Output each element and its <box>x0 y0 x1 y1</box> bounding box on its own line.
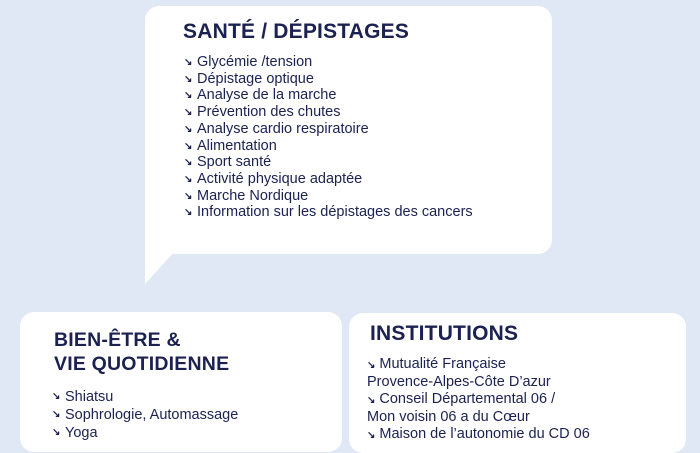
arrow-down-right-icon: ↘ <box>367 429 376 441</box>
sante-list <box>184 54 473 221</box>
list-item: ↘ Shiatsu <box>52 389 114 405</box>
arrow-down-right-icon: ↘ <box>184 73 193 85</box>
list-item: ↘ Prévention des chutes <box>184 104 341 121</box>
arrow-down-right-icon: ↘ <box>184 90 193 102</box>
list-item: ↘ Sophrologie, Automassage <box>52 407 239 423</box>
sante-title: SANTÉ / DÉPISTAGES <box>183 20 410 43</box>
list-item: ↘ Analyse de la marche <box>184 87 337 104</box>
list-item-continuation: Mon voisin 06 a du Cœur <box>367 408 530 425</box>
list-item: ↘ Mutualité Française <box>367 356 506 372</box>
speech-bubble-tail <box>145 238 187 284</box>
bien-etre-title <box>54 328 229 376</box>
arrow-down-right-icon: ↘ <box>184 107 193 119</box>
arrow-down-right-icon: ↘ <box>184 173 193 185</box>
arrow-down-right-icon: ↘ <box>367 394 376 406</box>
list-item: ↘ Yoga <box>52 425 98 441</box>
arrow-down-right-icon: ↘ <box>367 360 376 371</box>
list-item: ↘ Marche Nordique <box>184 187 309 204</box>
institutions-card <box>349 313 686 453</box>
bien-etre-card <box>20 312 342 452</box>
arrow-down-right-icon: ↘ <box>52 409 61 420</box>
arrow-down-right-icon: ↘ <box>184 57 193 68</box>
list-item-continuation: Provence-Alpes-Côte D’azur <box>367 374 551 390</box>
list-item: ↘ Analyse cardio respiratoire <box>184 120 369 137</box>
bien-etre-title-line2: VIE QUOTIDIENNE <box>54 353 230 375</box>
institutions-title: INSTITUTIONS <box>370 322 519 345</box>
list-item: ↘ Alimentation <box>184 137 277 154</box>
list-item: ↘ Maison de l’autonomie du CD 06 <box>367 425 590 442</box>
arrow-down-right-icon: ↘ <box>184 207 193 219</box>
bien-etre-title-line1: BIEN-ÊTRE & <box>54 329 181 351</box>
arrow-down-right-icon: ↘ <box>52 427 61 438</box>
arrow-down-right-icon: ↘ <box>184 190 193 202</box>
list-item: ↘ Dépistage optique <box>184 70 314 87</box>
arrow-down-right-icon: ↘ <box>184 157 193 169</box>
list-item: ↘ Conseil Départemental 06 / <box>367 390 556 407</box>
bien-etre-list <box>52 388 238 442</box>
arrow-down-right-icon: ↘ <box>184 123 193 135</box>
arrow-down-right-icon: ↘ <box>184 140 193 152</box>
institutions-list <box>367 356 590 444</box>
list-item: ↘ Glycémie /tension <box>184 54 313 70</box>
arrow-down-right-icon: ↘ <box>52 391 61 402</box>
list-item: ↘ Activité physique adaptée <box>184 170 363 187</box>
sante-card <box>145 6 552 254</box>
list-item: ↘ Sport santé <box>184 154 272 171</box>
list-item: ↘ Information sur les dépistages des cancers <box>184 204 473 221</box>
